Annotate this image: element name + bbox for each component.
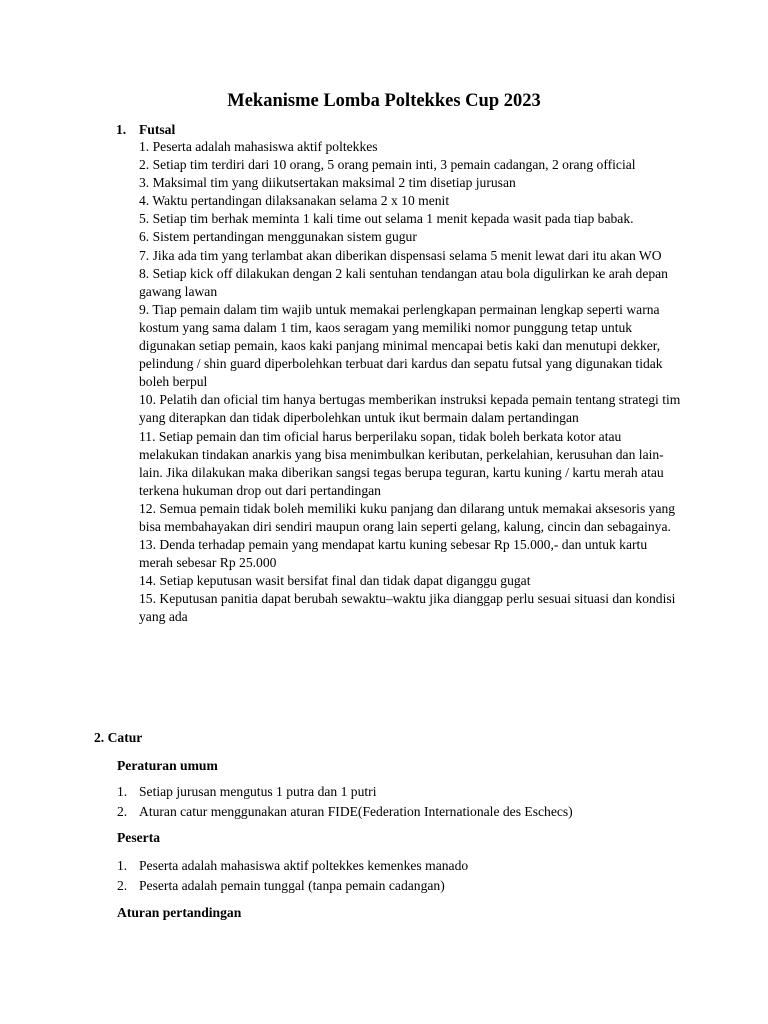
peraturan-umum-list xyxy=(117,782,717,822)
peserta-list xyxy=(117,856,717,896)
section-number: 1. xyxy=(116,122,127,137)
peserta-heading: Peserta xyxy=(117,830,161,845)
list-item-number: 1. xyxy=(117,784,128,799)
list-item-text: Peserta adalah pemain tunggal (tanpa pemain cadangan) xyxy=(139,878,445,893)
list-item-text: Peserta adalah mahasiswa aktif poltekkes kemenkes manado xyxy=(139,858,469,873)
futsal-rule: 13. Denda terhadap pemain yang mendapat kartu kuning sebesar Rp 15.000,- dan untuk kartu merah sebesar Rp 25.000 xyxy=(139,537,648,571)
list-item-number: 2. xyxy=(117,878,128,893)
list-item-text: Setiap jurusan mengutus 1 putra dan 1 putri xyxy=(139,784,377,799)
futsal-rule: 15. Keputusan panitia dapat berubah sewaktu–waktu jika dianggap perlu sesuai situasi dan kondisi yang ada xyxy=(139,591,676,625)
futsal-rule: 12. Semua pemain tidak boleh memiliki kuku panjang dan dilarang untuk memakai aksesoris yang bisa membahayakan diri sendiri maupun orang lain seperti gelang, kalung, cincin dan sebagainya. xyxy=(139,500,676,534)
futsal-rule: 1. Peserta adalah mahasiswa aktif poltekkes xyxy=(139,139,378,154)
futsal-rule: 7. Jika ada tim yang terlambat akan diberikan dispensasi selama 5 menit lewat dari itu akan WO xyxy=(139,247,662,263)
futsal-rule: 3. Maksimal tim yang diikutsertakan maksimal 2 tim disetiap jurusan xyxy=(139,175,516,191)
section-futsal-heading xyxy=(116,121,175,139)
futsal-rule: 5. Setiap tim berhak meminta 1 kali time out selama 1 menit kepada wasit pada tiap babak. xyxy=(139,211,634,227)
futsal-rule: 10. Pelatih dan oficial tim hanya bertugas memberikan instruksi kepada pemain tentang strategi tim yang diterapkan dan tidak diperbolehkan untuk ikut bermain dalam pertandingan xyxy=(139,392,681,426)
list-item-number: 1. xyxy=(117,858,128,873)
list-item-text: Aturan catur menggunakan aturan FIDE(Federation Internationale des Eschecs) xyxy=(139,804,573,819)
futsal-rule: 8. Setiap kick off dilakukan dengan 2 kali sentuhan tendangan atau bola digulirkan ke arah depan gawang lawan xyxy=(139,265,668,299)
futsal-rule: 2. Setiap tim terdiri dari 10 orang, 5 orang pemain inti, 3 pemain cadangan, 2 orang official xyxy=(139,157,636,173)
futsal-rule: 11. Setiap pemain dan tim oficial harus berperilaku sopan, tidak boleh berkata kotor atau melakukan tindakan anarkis yang bisa menimbulkan keributan, perkelahian, kerusuhan dan lain-lain. Jika dilakukan maka diberikan sangsi tegas berupa teguran, kartu kuning / kartu merah atau terkena hukuman drop out dari pertandingan xyxy=(139,428,664,498)
list-item xyxy=(117,876,717,896)
section-title: Futsal xyxy=(139,122,176,137)
futsal-rule: 6. Sistem pertandingan menggunakan sistem gugur xyxy=(139,229,417,245)
futsal-rule: 14. Setiap keputusan wasit bersifat final dan tidak dapat diganggu gugat xyxy=(139,573,531,589)
list-item xyxy=(117,856,717,876)
futsal-rule: 9. Tiap pemain dalam tim wajib untuk memakai perlengkapan permainan lengkap seperti warna kostum yang sama dalam 1 tim, kaos seragam yang memiliki nomor punggung tetap untuk digunakan setiap pemain, kaos kaki panjang minimal mencapai betis kaki dan menutupi dekker, pelindung / shin guard diperbolehkan terbuat dari kardus dan sepatu futsal yang digunakan tidak boleh berpul xyxy=(139,301,663,390)
section-catur-heading: 2. Catur xyxy=(94,730,143,745)
futsal-rule: 4. Waktu pertandingan dilaksanakan selama 2 x 10 menit xyxy=(139,193,450,209)
list-item xyxy=(117,782,717,802)
list-item-number: 2. xyxy=(117,804,128,819)
aturan-pertandingan-heading: Aturan pertandingan xyxy=(117,905,242,920)
peraturan-umum-heading: Peraturan umum xyxy=(117,758,218,773)
document-title: Mekanisme Lomba Poltekkes Cup 2023 xyxy=(227,91,541,111)
list-item xyxy=(117,802,717,822)
futsal-rules-list xyxy=(139,138,684,627)
